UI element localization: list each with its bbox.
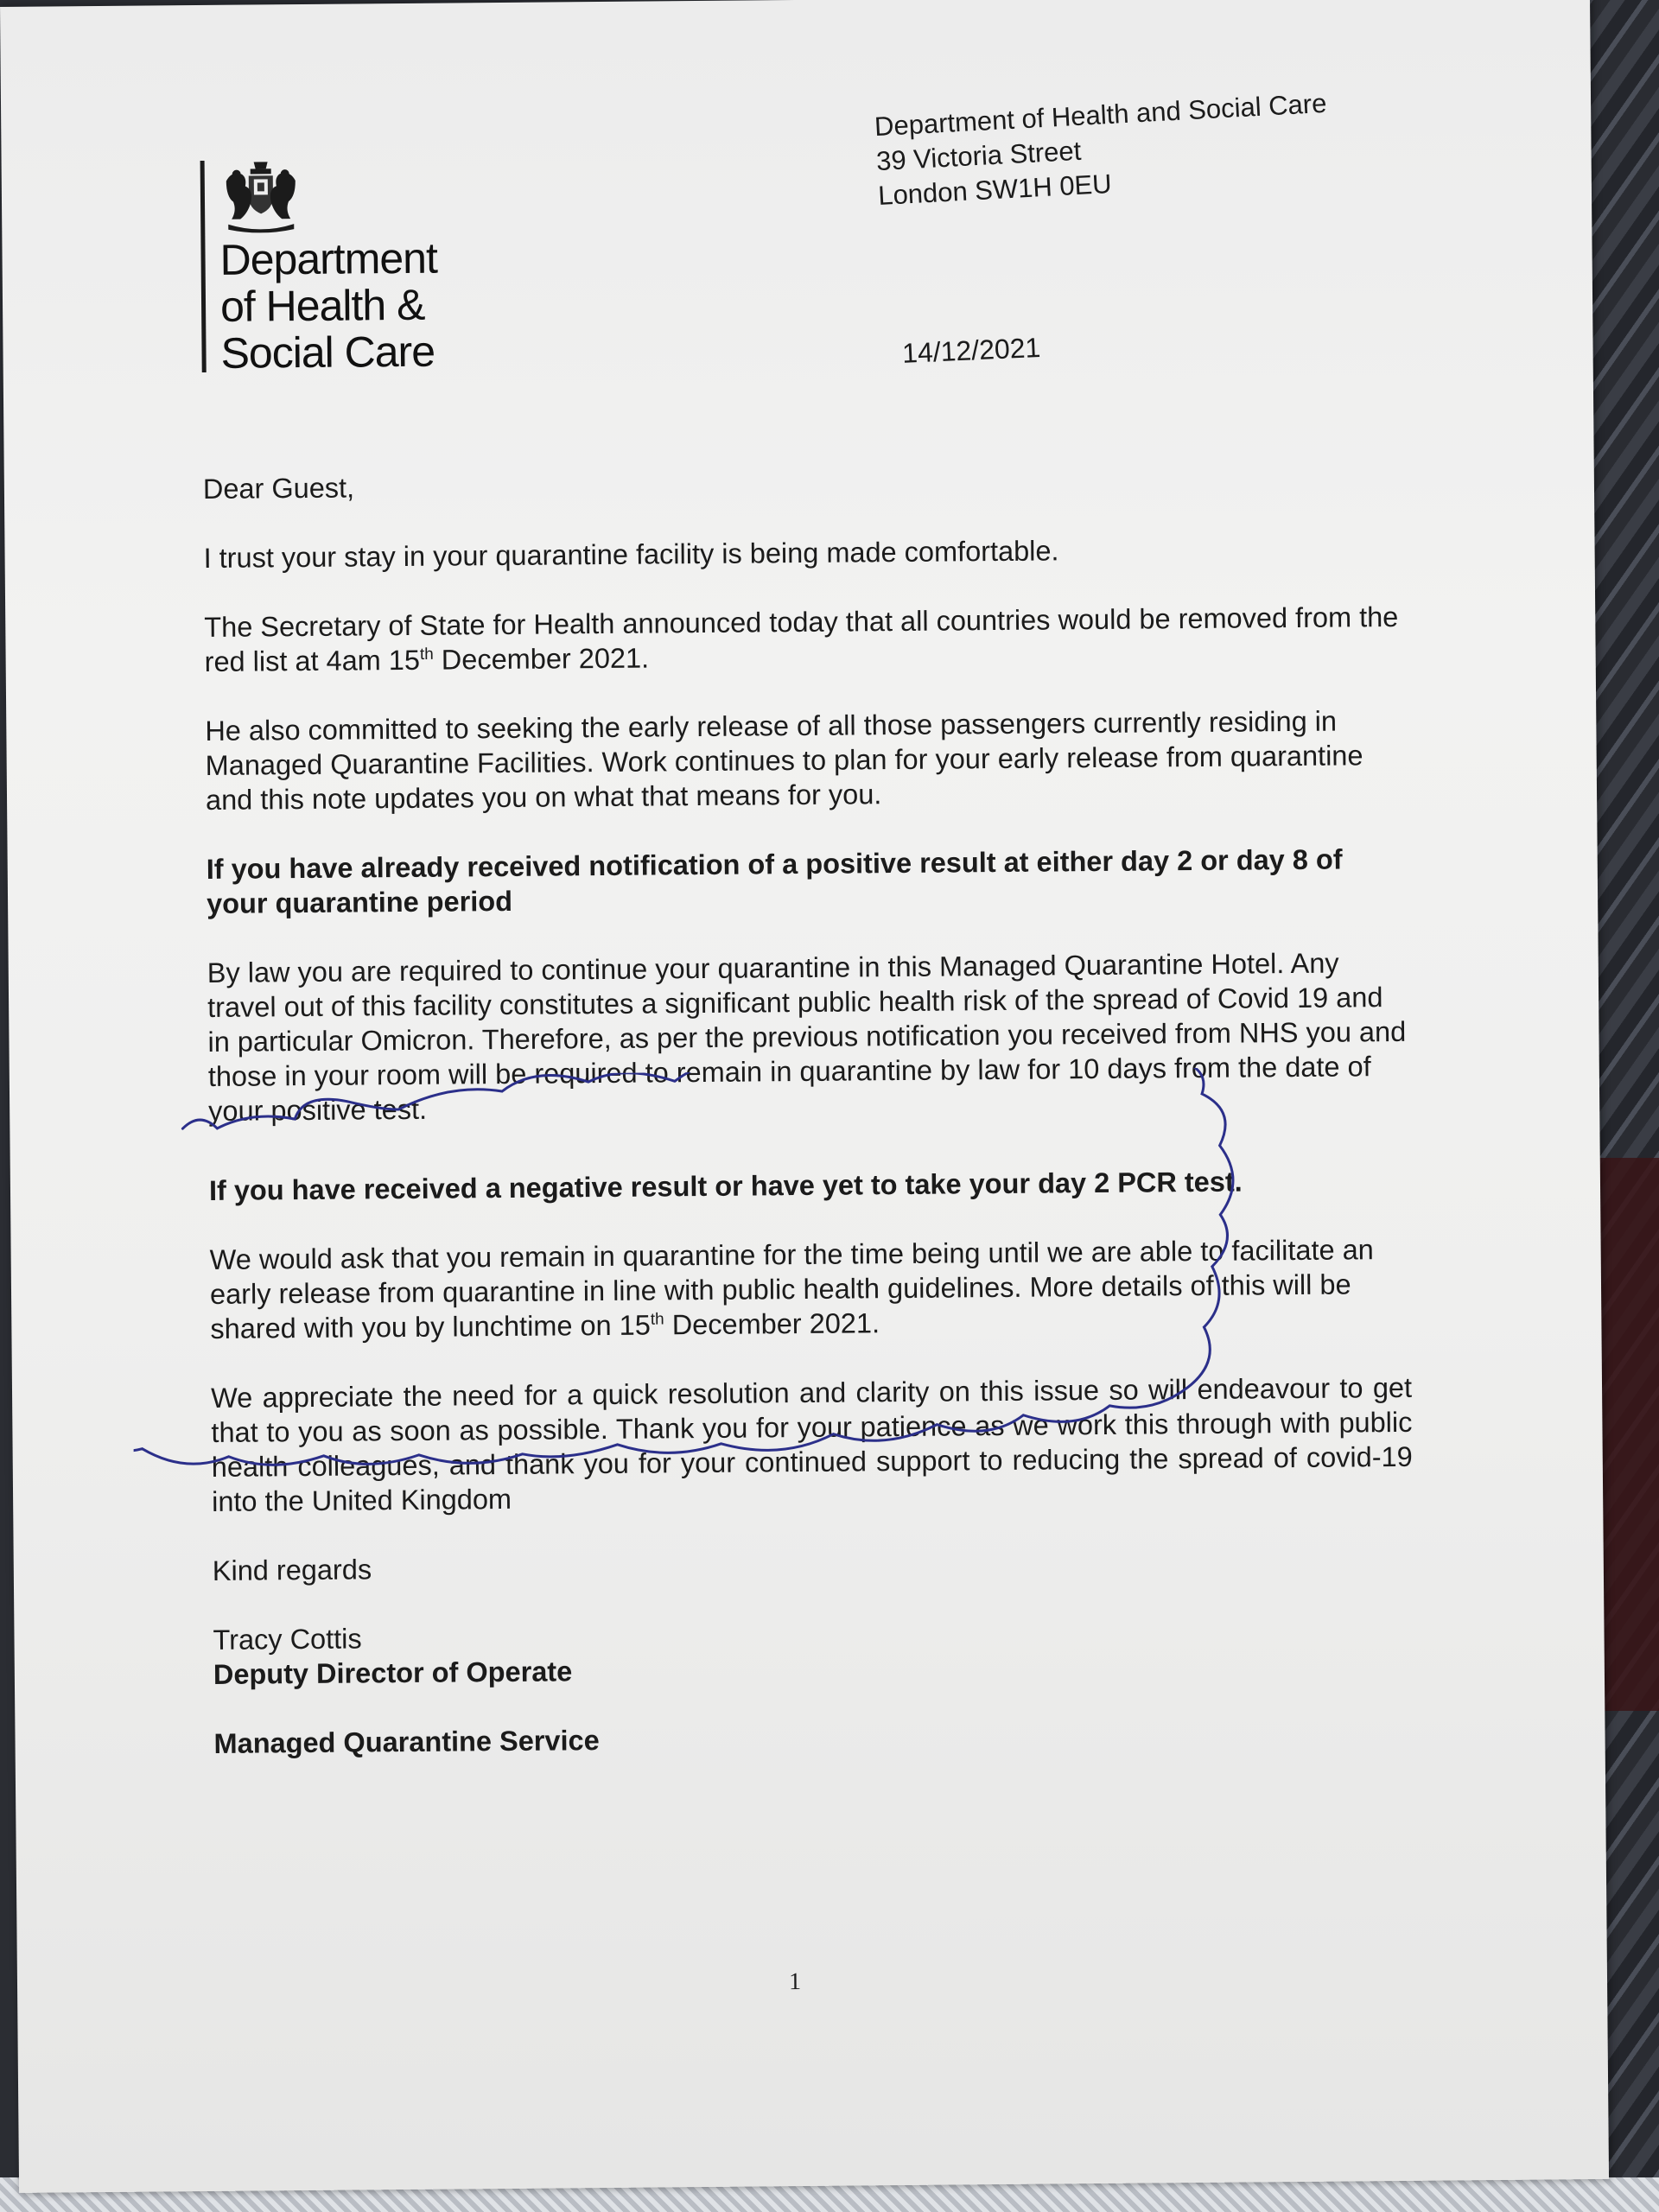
page-number: 1 [788,1968,802,1996]
heading-positive-result: If you have already received notification of a positive result at either day 2 or day 8 of your quarantine period [206,843,1343,919]
department-logo-text [219,235,438,377]
negative-result-text-end: December 2021. [664,1307,880,1341]
address-line-2: 39 Victoria Street [875,135,1083,177]
royal-coat-of-arms-icon [219,158,303,233]
paragraph-early-release: He also committed to seeking the early release of all those passengers currently residing in Managed Quarantine Facilities. Work continues to plan for your early release from quarantine and this note updates you on what that means for you. [205,705,1363,816]
negative-result-text: We would ask that you remain in quarantine for the time being until we are able to facilitate an early release from quarantine in line with public health guidelines. More details of this will be shared with you by lunchtime on 15 [209,1234,1374,1344]
heading-negative-result: If you have received a negative result or have yet to take your day 2 PCR test. [208,1166,1243,1206]
address-line-3: London SW1H 0EU [877,168,1113,212]
paragraph-red-list [204,600,1406,679]
logo-line-1: Department [219,233,438,284]
logo-line-3: Social Care [220,327,435,378]
logo-line-2: of Health & [219,280,425,331]
logo-bar [200,161,207,372]
address-line-1: Department of Health and Social Care [874,87,1328,143]
service-name: Managed Quarantine Service [213,1725,600,1759]
red-list-text-end: December 2021. [433,642,650,676]
signatory-name: Tracy Cottis [213,1623,362,1656]
paragraph-comfort: I trust your stay in your quarantine facility is being made comfortable. [203,535,1059,574]
closing: Kind regards [212,1554,372,1586]
salutation: Dear Guest, [202,472,355,505]
letter-date: 14/12/2021 [901,331,1041,369]
signatory-title: Deputy Director of Operate [213,1656,573,1690]
paragraph-appreciation: We appreciate the need for a quick resolution and clarity on this issue so will endeavour to get that to you as soon as possible. Thank you for your patience as we work this through with public health colleagues, and thank you for your continued support to reducing the spread of covid-19 into the United Kingdom [210,1371,1413,1517]
ordinal-suffix: th [419,645,434,664]
paragraph-negative-result [210,1232,1412,1346]
ordinal-suffix: th [650,1310,664,1329]
red-list-text: The Secretary of State for Health announced today that all countries would be removed from the red list at 4am 15 [204,601,1399,677]
paragraph-positive-result: By law you are required to continue your quarantine in this Managed Quarantine Hotel. Any travel out of this facility constitutes a significant public health risk of the spread of Covid 19 and in particular Omicron. Therefore, as per the previous notification you received from NHS you and those in your room will be required to remain in quarantine by law for 10 days from the date of your positive test. [207,947,1407,1127]
letter-body [203,461,1415,1796]
sender-address [874,86,1331,213]
